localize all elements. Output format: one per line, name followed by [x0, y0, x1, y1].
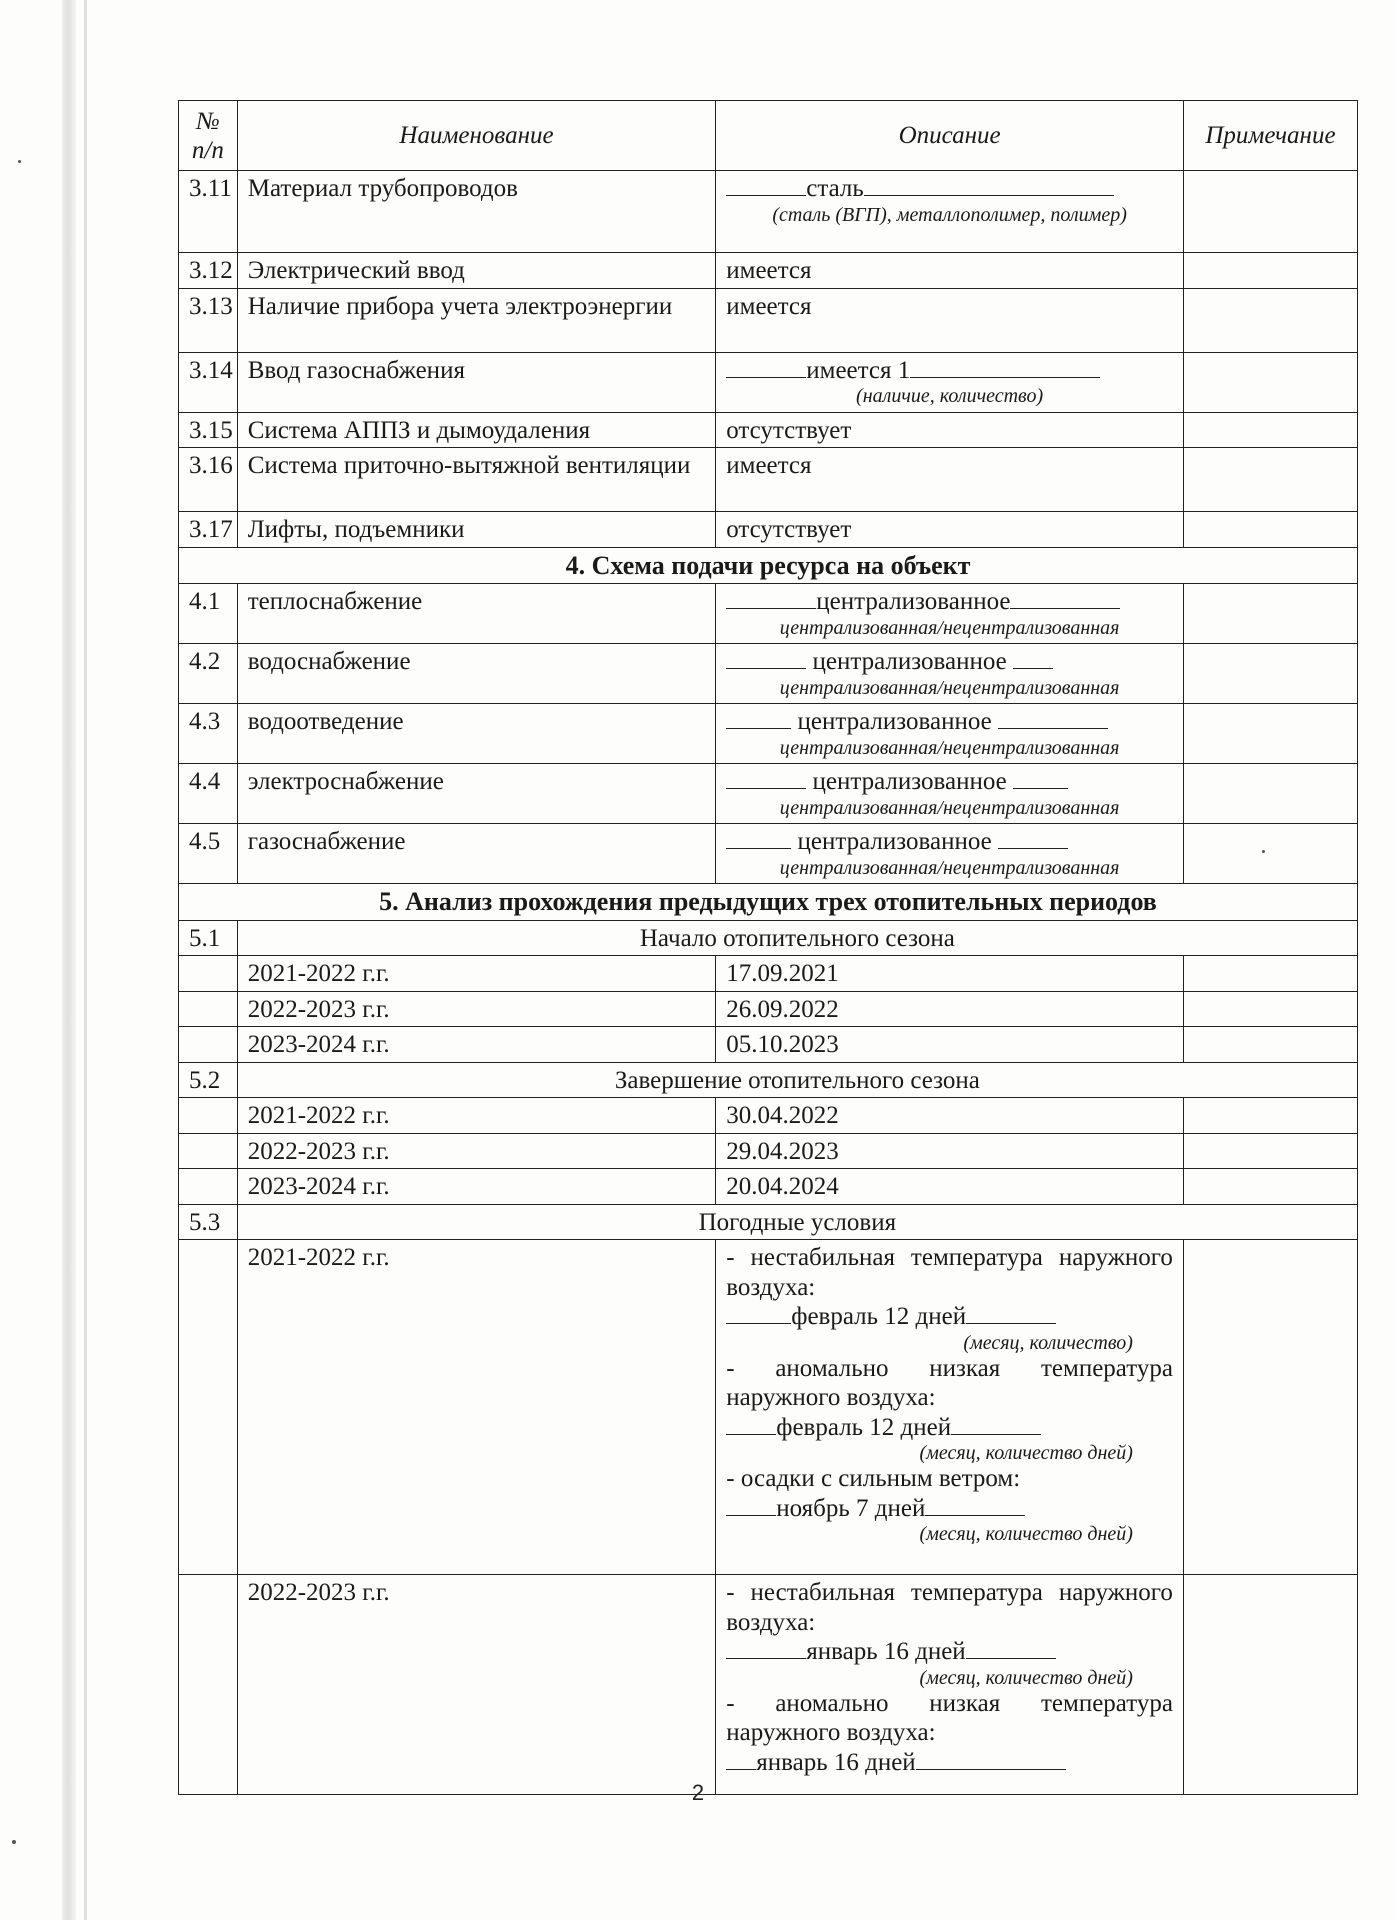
- section-5-title: 5. Анализ прохождения предыдущих трех отопительных периодов: [179, 884, 1358, 921]
- row-note: [1183, 704, 1357, 764]
- row-note: [1183, 1098, 1357, 1134]
- row-note: [1183, 1240, 1357, 1575]
- row-period: 2022-2023 г.г.: [237, 1133, 716, 1169]
- row-note: [1183, 1133, 1357, 1169]
- subsection-row: [179, 1204, 1358, 1240]
- row-name: теплоснабжение: [237, 584, 716, 644]
- scan-edge-line: [84, 0, 87, 1920]
- table-row: [179, 1575, 1358, 1795]
- section-4-title: 4. Схема подачи ресурса на объект: [179, 547, 1358, 584]
- table-row: [179, 1169, 1358, 1205]
- row-num: [179, 991, 238, 1027]
- table-row: [179, 584, 1358, 644]
- table-row: [179, 1098, 1358, 1134]
- row-num: 4.1: [179, 584, 238, 644]
- subsection-label: Завершение отопительного сезона: [237, 1062, 1357, 1098]
- subsection-label: Начало отопительного сезона: [237, 920, 1357, 956]
- row-name: Система АППЗ и дымоудаления: [237, 412, 716, 448]
- row-num: 3.14: [179, 352, 238, 412]
- table-row: [179, 644, 1358, 704]
- row-num: [179, 1169, 238, 1205]
- row-num: [179, 1575, 238, 1795]
- weather-low: - аномально низкая температура наружного воздуха:: [726, 1354, 1173, 1412]
- header-num: № п/п: [179, 101, 238, 171]
- row-period: 2021-2022 г.г.: [237, 956, 716, 992]
- row-date: 30.04.2022: [716, 1098, 1184, 1134]
- subsection-label: Погодные условия: [237, 1204, 1357, 1240]
- weather-unstable: - нестабильная температура наружного воздуха:: [726, 1579, 1173, 1636]
- row-note: [1183, 1169, 1357, 1205]
- row-period: 2023-2024 г.г.: [237, 1027, 716, 1063]
- table-row: [179, 956, 1358, 992]
- row-name: Электрический ввод: [237, 253, 716, 289]
- row-period: 2021-2022 г.г.: [237, 1098, 716, 1134]
- row-desc: централизованное централизованная/нецентрализованная: [716, 764, 1184, 824]
- table-row: [179, 171, 1358, 253]
- row-desc: централизованное централизованная/нецентрализованная: [716, 824, 1184, 884]
- row-name: электроснабжение: [237, 764, 716, 824]
- row-name: Система приточно-вытяжной вентиляции: [237, 448, 716, 512]
- table-row: [179, 352, 1358, 412]
- row-desc: сталь (сталь (ВГП), металлополимер, полимер): [716, 171, 1184, 253]
- row-weather: - нестабильная температура наружного воздуха: январь 16 дней (месяц, количество дней) - аномально низкая температура наружного воздуха: январь 16 дней: [716, 1575, 1184, 1795]
- row-num: 5.3: [179, 1204, 238, 1240]
- row-note: [1183, 253, 1357, 289]
- row-num: [179, 956, 238, 992]
- header-desc: Описание: [716, 101, 1184, 171]
- table-row: [179, 412, 1358, 448]
- row-note: [1183, 764, 1357, 824]
- scan-speck: [12, 1840, 16, 1844]
- table-row: [179, 991, 1358, 1027]
- row-name: водоотведение: [237, 704, 716, 764]
- row-num: 3.15: [179, 412, 238, 448]
- row-note: [1183, 448, 1357, 512]
- header-name: Наименование: [237, 101, 716, 171]
- row-desc: централизованное централизованная/нецентрализованная: [716, 644, 1184, 704]
- row-desc: имеется: [716, 253, 1184, 289]
- row-note: [1183, 171, 1357, 253]
- row-period: 2022-2023 г.г.: [237, 1575, 716, 1795]
- row-period: 2022-2023 г.г.: [237, 991, 716, 1027]
- row-note: [1183, 584, 1357, 644]
- scan-edge-shadow: [62, 0, 76, 1920]
- scan-speck: [18, 160, 21, 163]
- row-desc: имеется: [716, 448, 1184, 512]
- row-date: 20.04.2024: [716, 1169, 1184, 1205]
- section-heading: [179, 884, 1358, 921]
- row-num: 3.13: [179, 288, 238, 352]
- row-num: 3.16: [179, 448, 238, 512]
- weather-unstable: - нестабильная температура наружного воздуха:: [726, 1244, 1173, 1301]
- row-note: [1183, 1027, 1357, 1063]
- table-row: [179, 288, 1358, 352]
- row-date: 29.04.2023: [716, 1133, 1184, 1169]
- row-desc: имеется: [716, 288, 1184, 352]
- row-num: [179, 1098, 238, 1134]
- row-note: [1183, 956, 1357, 992]
- row-num: 4.4: [179, 764, 238, 824]
- row-num: 4.2: [179, 644, 238, 704]
- row-note: [1183, 352, 1357, 412]
- row-num: [179, 1133, 238, 1169]
- row-weather: - нестабильная температура наружного воздуха: февраль 12 дней (месяц, количество) - аномально низкая температура наружного воздуха: февраль 12 дней (месяц, количество дней) - осадки с сильным ветром: ноябрь 7 дней (месяц, количество дней): [716, 1240, 1184, 1575]
- row-num: 4.5: [179, 824, 238, 884]
- table-row: [179, 824, 1358, 884]
- section-heading: [179, 547, 1358, 584]
- row-num: [179, 1027, 238, 1063]
- table-row: [179, 764, 1358, 824]
- row-period: 2021-2022 г.г.: [237, 1240, 716, 1575]
- table-row: [179, 1240, 1358, 1575]
- page-number: 2: [691, 1780, 705, 1805]
- row-name: Ввод газоснабжения: [237, 352, 716, 412]
- table-row: [179, 512, 1358, 548]
- row-note: [1183, 991, 1357, 1027]
- row-desc: отсутствует: [716, 512, 1184, 548]
- row-name: Материал трубопроводов: [237, 171, 716, 253]
- row-num: [179, 1240, 238, 1575]
- weather-precip: - осадки с сильным ветром:: [726, 1465, 1021, 1493]
- table-row: [179, 1133, 1358, 1169]
- row-name: Наличие прибора учета электроэнергии: [237, 288, 716, 352]
- row-name: Лифты, подъемники: [237, 512, 716, 548]
- row-desc: централизованное централизованная/нецентрализованная: [716, 584, 1184, 644]
- row-note: [1183, 644, 1357, 704]
- row-name: водоснабжение: [237, 644, 716, 704]
- subsection-row: [179, 1062, 1358, 1098]
- row-num: 4.3: [179, 704, 238, 764]
- row-num: 3.17: [179, 512, 238, 548]
- table-row: [179, 448, 1358, 512]
- weather-low: - аномально низкая температура наружного воздуха:: [726, 1689, 1173, 1747]
- row-note: [1183, 512, 1357, 548]
- row-desc: отсутствует: [716, 412, 1184, 448]
- row-note: [1183, 824, 1357, 884]
- row-num: 3.12: [179, 253, 238, 289]
- row-name: газоснабжение: [237, 824, 716, 884]
- row-date: 05.10.2023: [716, 1027, 1184, 1063]
- scan-speck: [1262, 850, 1265, 853]
- row-num: 5.1: [179, 920, 238, 956]
- row-num: 5.2: [179, 1062, 238, 1098]
- row-desc: имеется 1 (наличие, количество): [716, 352, 1184, 412]
- characteristics-table: [178, 100, 1358, 1795]
- table-row: [179, 1027, 1358, 1063]
- row-num: 3.11: [179, 171, 238, 253]
- row-desc: централизованное централизованная/нецентрализованная: [716, 704, 1184, 764]
- row-note: [1183, 288, 1357, 352]
- row-date: 26.09.2022: [716, 991, 1184, 1027]
- row-note: [1183, 412, 1357, 448]
- row-period: 2023-2024 г.г.: [237, 1169, 716, 1205]
- row-note: [1183, 1575, 1357, 1795]
- table-header: [179, 101, 1358, 171]
- header-note: Примечание: [1183, 101, 1357, 171]
- table-row: [179, 253, 1358, 289]
- row-date: 17.09.2021: [716, 956, 1184, 992]
- subsection-row: [179, 920, 1358, 956]
- table-row: [179, 704, 1358, 764]
